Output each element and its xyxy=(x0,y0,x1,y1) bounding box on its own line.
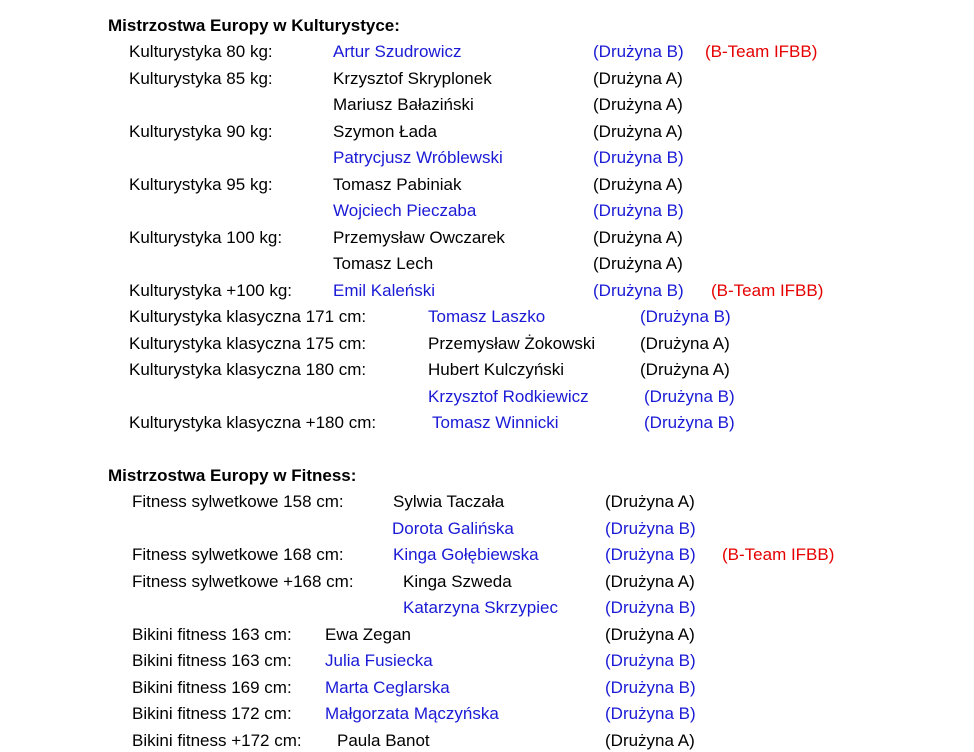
athlete-name: Kinga Szweda xyxy=(403,572,512,591)
team-label: (Drużyna B) xyxy=(605,678,696,697)
team-label: (Drużyna A) xyxy=(593,122,683,141)
category-label: Kulturystyka klasyczna 171 cm: xyxy=(129,307,367,326)
athlete-name: Ewa Zegan xyxy=(325,625,411,644)
category-label: Bikini fitness +172 cm: xyxy=(132,731,302,750)
athlete-name: Paula Banot xyxy=(337,731,430,750)
category-label: Kulturystyka +100 kg: xyxy=(129,281,293,300)
category-label: Kulturystyka klasyczna +180 cm: xyxy=(129,413,377,432)
team-label: (Drużyna A) xyxy=(640,334,730,353)
team-label: (Drużyna B) xyxy=(593,42,684,61)
team-label: (Drużyna B) xyxy=(640,307,731,326)
athlete-name: Marta Ceglarska xyxy=(325,678,450,697)
category-label: Bikini fitness 163 cm: xyxy=(132,625,292,644)
athlete-name: Wojciech Pieczaba xyxy=(333,201,477,220)
athlete-name: Mariusz Bałaziński xyxy=(333,95,474,114)
section-heading-fitness: Mistrzostwa Europy w Fitness: xyxy=(108,466,357,485)
section-heading-bodybuilding: Mistrzostwa Europy w Kulturystyce: xyxy=(108,16,400,35)
team-label: (Drużyna B) xyxy=(605,651,696,670)
team-label: (Drużyna B) xyxy=(593,201,684,220)
category-label: Kulturystyka klasyczna 175 cm: xyxy=(129,334,367,353)
athlete-name: Tomasz Lech xyxy=(333,254,434,273)
category-label: Kulturystyka 80 kg: xyxy=(129,42,273,61)
category-label: Fitness sylwetkowe 168 cm: xyxy=(132,545,344,564)
athlete-name: Krzysztof Rodkiewicz xyxy=(428,387,589,406)
bteam-label: (B-Team IFBB) xyxy=(705,42,818,61)
team-label: (Drużyna A) xyxy=(593,95,683,114)
athlete-name: Hubert Kulczyński xyxy=(428,360,565,379)
team-label: (Drużyna A) xyxy=(605,625,695,644)
category-label: Kulturystyka 85 kg: xyxy=(129,69,273,88)
athlete-name: Krzysztof Skryplonek xyxy=(333,69,492,88)
athlete-name: Tomasz Winnicki xyxy=(432,413,559,432)
team-label: (Drużyna B) xyxy=(605,598,696,617)
category-label: Fitness sylwetkowe 158 cm: xyxy=(132,492,344,511)
category-label: Kulturystyka 95 kg: xyxy=(129,175,273,194)
team-label: (Drużyna A) xyxy=(605,731,695,750)
category-label: Kulturystyka 90 kg: xyxy=(129,122,273,141)
athlete-name: Szymon Łada xyxy=(333,122,437,141)
team-label: (Drużyna B) xyxy=(593,148,684,167)
athlete-name: Patrycjusz Wróblewski xyxy=(333,148,503,167)
team-label: (Drużyna A) xyxy=(593,175,683,194)
team-label: (Drużyna A) xyxy=(605,572,695,591)
bteam-label: (B-Team IFBB) xyxy=(711,281,824,300)
athlete-name: Małgorzata Mączyńska xyxy=(325,704,499,723)
team-label: (Drużyna B) xyxy=(605,704,696,723)
athlete-name: Dorota Galińska xyxy=(392,519,514,538)
team-label: (Drużyna A) xyxy=(605,492,695,511)
athlete-name: Katarzyna Skrzypiec xyxy=(403,598,558,617)
team-label: (Drużyna A) xyxy=(640,360,730,379)
team-label: (Drużyna B) xyxy=(605,519,696,538)
team-label: (Drużyna A) xyxy=(593,69,683,88)
category-label: Kulturystyka 100 kg: xyxy=(129,228,283,247)
team-label: (Drużyna A) xyxy=(593,228,683,247)
athlete-name: Tomasz Laszko xyxy=(428,307,546,326)
athlete-name: Tomasz Pabiniak xyxy=(333,175,462,194)
category-label: Bikini fitness 172 cm: xyxy=(132,704,292,723)
athlete-name: Sylwia Taczała xyxy=(393,492,505,511)
athlete-name: Kinga Gołębiewska xyxy=(393,545,539,564)
team-label: (Drużyna B) xyxy=(644,413,735,432)
category-label: Bikini fitness 169 cm: xyxy=(132,678,292,697)
team-label: (Drużyna B) xyxy=(605,545,696,564)
athlete-name: Przemysław Żokowski xyxy=(428,334,596,353)
category-label: Fitness sylwetkowe +168 cm: xyxy=(132,572,354,591)
bteam-label: (B-Team IFBB) xyxy=(722,545,835,564)
category-label: Kulturystyka klasyczna 180 cm: xyxy=(129,360,367,379)
team-label: (Drużyna B) xyxy=(644,387,735,406)
athlete-name: Artur Szudrowicz xyxy=(333,42,462,61)
athlete-name: Emil Kaleński xyxy=(333,281,436,300)
athlete-name: Przemysław Owczarek xyxy=(333,228,505,247)
category-label: Bikini fitness 163 cm: xyxy=(132,651,292,670)
team-label: (Drużyna B) xyxy=(593,281,684,300)
team-label: (Drużyna A) xyxy=(593,254,683,273)
athlete-name: Julia Fusiecka xyxy=(325,651,433,670)
